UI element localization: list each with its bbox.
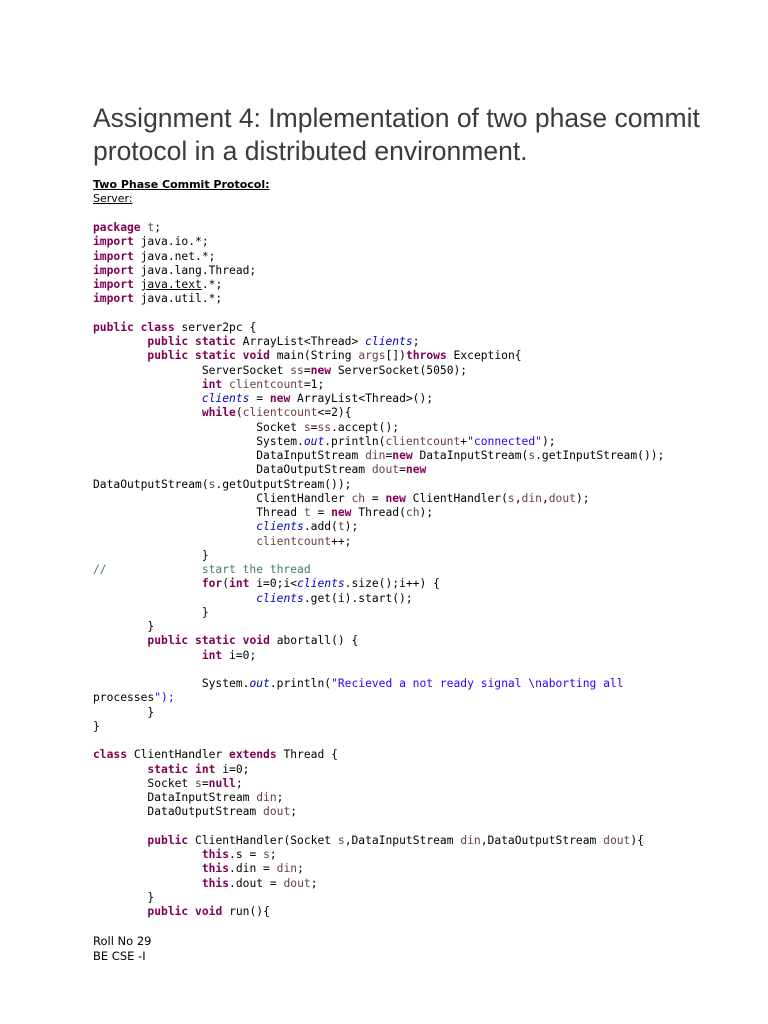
code-line: package t; (93, 221, 162, 234)
code-line: public static ArrayList<Thread> clients; (147, 335, 420, 348)
code-line: } (93, 890, 155, 904)
code-line: Socket s=null; (93, 776, 243, 790)
code-line: import java.net.*; (93, 249, 216, 263)
code-line: } (93, 705, 155, 719)
code-line: DataInputStream din=new DataInputStream(s.getInputStream()); (93, 449, 665, 462)
code-line: public void run(){ (147, 905, 270, 918)
code-line: DataInputStream din; (93, 791, 284, 804)
code-line: // start the thread (93, 563, 311, 576)
code-line: this.din = din; (201, 862, 304, 876)
code-line: import java.lang.Thread; (93, 263, 257, 277)
code-line: int clientcount=1; (201, 377, 325, 391)
code-line: processes"); (93, 691, 175, 705)
code-line (93, 734, 743, 748)
code-line: System.out.println(clientcount+"connected"); (93, 434, 556, 448)
code-line: public class server2pc { (93, 320, 257, 334)
code-line: DataOutputStream(s.getOutputStream()); (93, 477, 352, 491)
code-line: for(int i=0;i<clients.size();i++) { (201, 577, 440, 591)
code-line: import java.text.*; (93, 278, 223, 291)
code-line: } (93, 548, 209, 562)
code-line: System.out.println("Recieved a not ready signal \naborting all (93, 677, 624, 690)
section-heading: Two Phase Commit Protocol: (93, 178, 270, 191)
roll-number: Roll No 29 (93, 934, 152, 948)
code-line: clients.get(i).start(); (256, 591, 413, 605)
code-line (93, 663, 743, 677)
code-line: clients.add(t); (256, 520, 359, 534)
footer (93, 934, 151, 964)
server-label: Server: (93, 192, 133, 205)
code-line: class ClientHandler extends Thread { (93, 748, 338, 762)
code-line: public ClientHandler(Socket s,DataInputStream din,DataOutputStream dout){ (147, 833, 644, 847)
code-line: } (93, 605, 209, 619)
class-name: BE CSE -I (93, 949, 146, 963)
code-line (93, 307, 743, 321)
code-line: DataOutputStream dout; (93, 805, 298, 819)
code-line: int i=0; (201, 648, 257, 662)
code-line: ClientHandler ch = new ClientHandler(s,din,dout); (93, 491, 590, 505)
code-line: } (93, 719, 100, 733)
code-line: DataOutputStream dout=new (93, 463, 427, 477)
code-line: import java.util.*; (93, 292, 223, 306)
assignment-title: Assignment 4: Implementation of two phase commit protocol in a distributed environment. (93, 103, 700, 166)
code-line: Thread t = new Thread(ch); (93, 506, 434, 519)
code-line: public static void main(String args[])throws Exception{ (147, 349, 522, 363)
code-line: ServerSocket ss=new ServerSocket(5050); (93, 363, 468, 377)
code-line: } (93, 620, 155, 633)
code-line: clients = new ArrayList<Thread>(); (201, 392, 434, 405)
code-line: Socket s=ss.accept(); (93, 420, 400, 434)
code-line: this.s = s; (201, 848, 277, 861)
code-line: public static void abortall() { (147, 634, 359, 648)
code-line: while(clientcount<=2){ (201, 406, 352, 420)
code-line: static int i=0; (147, 762, 250, 776)
code-line (93, 820, 743, 834)
code-line: this.dout = dout; (201, 876, 318, 890)
code-block (93, 221, 743, 919)
code-line: clientcount++; (256, 534, 352, 548)
code-line: import java.io.*; (93, 235, 209, 249)
